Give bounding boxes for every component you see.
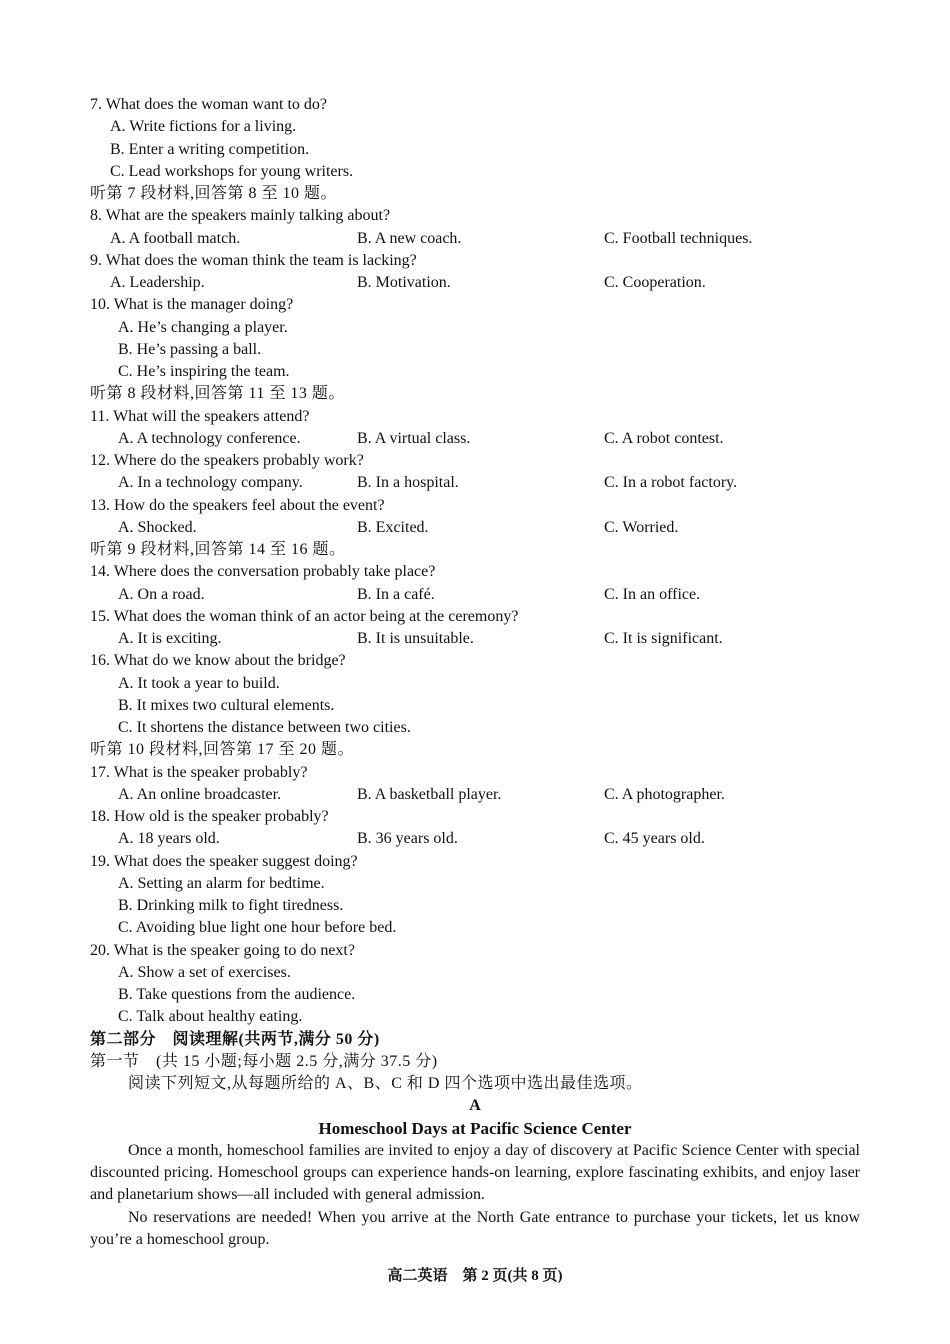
options-row [90,584,860,606]
options-row [90,472,860,494]
question [90,650,860,739]
question [90,561,860,606]
passage-paragraph: Once a month, homeschool families are invited to enjoy a day of discovery at Pacific Science Center with special discounted pricing. Homeschool groups can experience hands-on learning, explore fascinating exhibits, and enjoy laser and planetarium shows—all included with general admission. [90,1141,860,1204]
option: A. Write fictions for a living. [110,118,297,136]
question-text: 18. How old is the speaker probably? [90,808,329,825]
option-line [90,116,860,138]
question-text: 16. What do we know about the bridge? [90,652,346,670]
option: B. A new coach. [357,229,462,247]
part-heading: 第二部分 阅读理解(共两节,满分 50 分) [90,1030,380,1048]
option: C. In a robot factory. [604,474,738,492]
question [90,762,860,807]
listening-questions [90,94,860,1029]
question-text: 13. How do the speakers feel about the event? [90,496,385,514]
question [90,205,860,250]
option: B. Enter a writing competition. [110,140,310,158]
instruction: 阅读下列短文,从每题所给的 A、B、C 和 D 四个选项中选出最佳选项。 [128,1075,643,1092]
question-text: 15. What does the woman think of an actor being at the ceremony? [90,607,519,625]
option: B. It mixes two cultural elements. [118,696,335,714]
option: C. Football techniques. [604,229,753,247]
option: B. He’s passing a ball. [118,340,262,358]
question-text: 17. What is the speaker probably? [90,763,308,781]
option: A. A football match. [110,229,241,247]
passage-label: A [469,1097,481,1115]
option: A. It took a year to build. [118,674,280,692]
option: A. An online broadcaster. [118,785,282,803]
question-text: 10. What is the manager doing? [90,296,294,314]
option: C. Talk about healthy eating. [118,1008,303,1026]
listening-section-heading: 听第 8 段材料,回答第 11 至 13 题。 [90,385,345,403]
listening-section-heading: 听第 7 段材料,回答第 8 至 10 题。 [90,185,338,202]
question [90,806,860,851]
option: A. Shocked. [118,518,197,536]
option-line [90,139,860,161]
option: B. Motivation. [357,274,451,291]
option: C. It shortens the distance between two cities. [118,719,411,736]
options-row [90,517,860,539]
question-text: 7. What does the woman want to do? [90,96,327,113]
option: C. In an office. [604,585,701,603]
listening-section-heading: 听第 10 段材料,回答第 17 至 20 题。 [90,741,355,759]
question [90,450,860,495]
option: A. A technology conference. [118,429,301,447]
page-footer: 高二英语 第 2 页(共 8 页) [387,1268,563,1284]
question-text: 9. What does the woman think the team is lacking? [90,251,417,269]
option-line [90,984,860,1006]
passage-title: Homeschool Days at Pacific Science Center [318,1118,632,1138]
option: B. Drinking milk to fight tiredness. [118,897,344,914]
question [90,406,860,451]
option: A. Leadership. [110,274,205,291]
option: B. In a hospital. [357,474,459,492]
option-line [90,917,860,939]
options-row [90,272,860,294]
options-row [90,228,860,250]
option: C. Lead workshops for young writers. [110,162,354,180]
question [90,940,860,1029]
option: A. Show a set of exercises. [118,963,291,981]
option-line [90,361,860,383]
question-text: 12. Where do the speakers probably work? [90,452,364,469]
options-row [90,428,860,450]
option-line [90,673,860,695]
passage-paragraph: No reservations are needed! When you arrive at the North Gate entrance to purchase your tickets, let us know you’re a homeschool group. [90,1208,860,1248]
option: C. 45 years old. [604,830,705,848]
question-text: 14. Where does the conversation probably take place? [90,563,436,581]
section-heading: 第一节 (共 15 小题;每小题 2.5 分,满分 37.5 分) [90,1052,438,1070]
exam-page [90,94,860,1251]
option: A. He’s changing a player. [118,318,288,336]
option: C. Avoiding blue light one hour before bed. [118,919,397,937]
option: A. It is exciting. [118,630,222,647]
question-text: 11. What will the speakers attend? [90,407,310,425]
option: B. 36 years old. [357,830,458,848]
option-line [90,717,860,739]
option-line [90,1006,860,1028]
option: A. In a technology company. [118,474,303,492]
question [90,250,860,295]
question-text: 20. What is the speaker going to do next? [90,941,355,959]
option: A. Setting an alarm for bedtime. [118,874,325,892]
options-row [90,828,860,850]
question [90,294,860,383]
question [90,94,860,183]
option: C. Cooperation. [604,274,706,291]
option: B. In a café. [357,585,435,603]
option-line [90,962,860,984]
option: B. Excited. [357,518,429,536]
option: C. A photographer. [604,785,725,803]
option: C. A robot contest. [604,429,724,447]
option: B. A virtual class. [357,429,471,447]
option-line [90,873,860,895]
options-row [90,784,860,806]
option-line [90,895,860,917]
option-line [90,695,860,717]
question [90,851,860,940]
option-line [90,161,860,183]
question [90,606,860,651]
option: C. It is significant. [604,630,723,647]
option: A. 18 years old. [118,830,220,848]
option: A. On a road. [118,585,205,603]
question [90,495,860,540]
options-row [90,628,860,650]
option: C. Worried. [604,518,679,536]
listening-section-heading: 听第 9 段材料,回答第 14 至 16 题。 [90,541,346,558]
question-text: 19. What does the speaker suggest doing? [90,852,358,870]
option: C. He’s inspiring the team. [118,363,290,380]
question-text: 8. What are the speakers mainly talking about? [90,207,391,225]
option-line [90,339,860,361]
option: B. Take questions from the audience. [118,986,356,1003]
option: B. It is unsuitable. [357,630,474,647]
option-line [90,317,860,339]
option: B. A basketball player. [357,785,502,803]
